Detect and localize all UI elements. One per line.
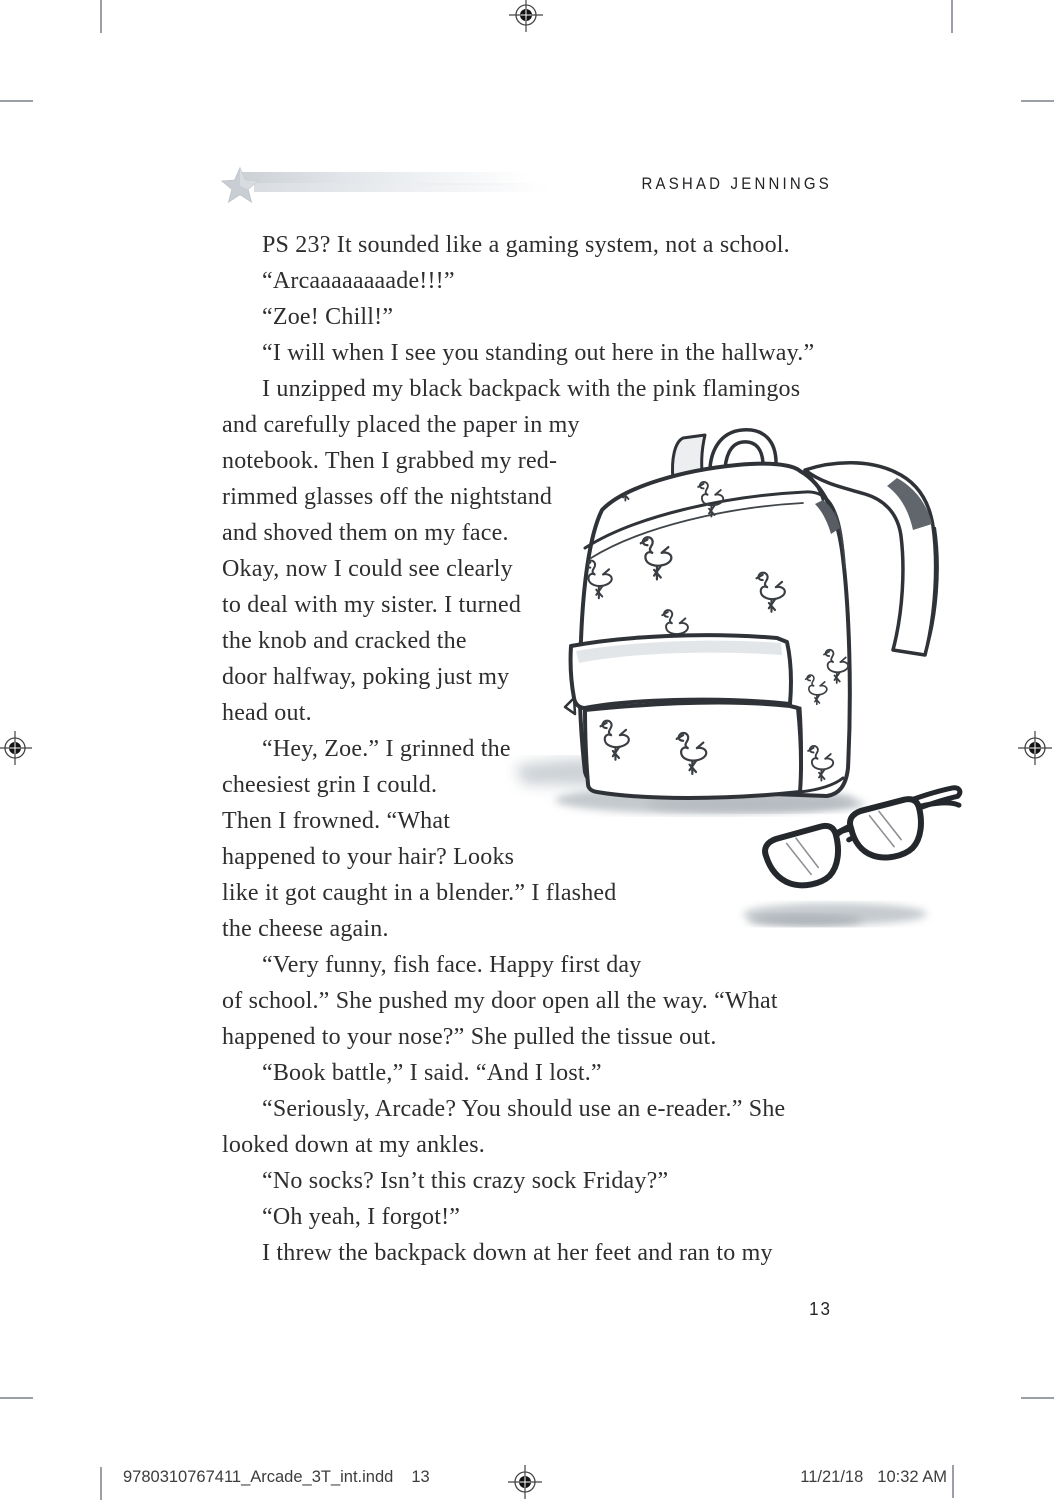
text-line: “Arcaaaaaaaade!!!” [262, 268, 455, 294]
registration-mark-left [0, 731, 32, 765]
crop-mark-bottom-left-h [0, 1397, 33, 1399]
text-line: like it got caught in a blender.” I flashed [222, 880, 617, 906]
text-line: of school.” She pushed my door open all the way. “What [222, 988, 778, 1014]
crop-mark-top-right-h [1021, 100, 1054, 102]
crop-mark-top-right-v [951, 0, 953, 33]
text-line: notebook. Then I grabbed my red- [222, 448, 558, 474]
text-line: I unzipped my black backpack with the pink flamingos [262, 376, 801, 402]
text-line: I threw the backpack down at her feet and ran to my [262, 1240, 773, 1266]
slug-datetime-block [800, 1468, 947, 1487]
page-number: 13 [809, 1299, 832, 1320]
slug-date: 11/21/18 [800, 1468, 864, 1486]
text-line: the cheese again. [222, 916, 389, 942]
glasses-left-lens [763, 824, 843, 890]
backpack-illustration [505, 408, 975, 953]
text-line: “No socks? Isn’t this crazy sock Friday?” [262, 1168, 669, 1194]
crop-mark-top-left-v [100, 0, 102, 33]
text-line: “Very funny, fish face. Happy first day [262, 952, 642, 978]
text-line: “Book battle,” I said. “And I lost.” [262, 1060, 602, 1086]
text-line: happened to your nose?” She pulled the tissue out. [222, 1024, 717, 1050]
text-line: and carefully placed the paper in my [222, 412, 580, 438]
text-line: door halfway, poking just my [222, 664, 510, 690]
glasses-shadow [743, 903, 927, 926]
running-head-author: RASHAD JENNINGS [641, 175, 832, 194]
text-line: happened to your hair? Looks [222, 844, 515, 870]
text-line: Then I frowned. “What [222, 808, 451, 834]
text-line: “Seriously, Arcade? You should use an e-reader.” She [262, 1096, 786, 1122]
glasses-temple-arm-2 [917, 800, 959, 811]
text-line: “Zoe! Chill!” [262, 304, 394, 330]
printer-slug [0, 1468, 1054, 1490]
crop-mark-bottom-right-h [1021, 1397, 1054, 1399]
glasses-right-lens [848, 798, 926, 862]
registration-mark-top [509, 0, 543, 32]
slug-page: 13 [411, 1468, 430, 1486]
crop-mark-top-left-h [0, 100, 33, 102]
text-line: head out. [222, 700, 312, 726]
text-line: cheesiest grin I could. [222, 772, 438, 798]
slug-filename-block [123, 1468, 430, 1487]
text-line: to deal with my sister. I turned [222, 592, 522, 618]
text-line: the knob and cracked the [222, 628, 467, 654]
text-line: “I will when I see you standing out here in the hallway.” [262, 340, 815, 366]
text-line: Okay, now I could see clearly [222, 556, 513, 582]
backpack-drawing [565, 430, 938, 798]
text-line: and shoved them on my face. [222, 520, 509, 546]
text-line: PS 23? It sounded like a gaming system, not a school. [262, 232, 790, 258]
text-line: rimmed glasses off the nightstand [222, 484, 553, 510]
slug-time: 10:32 AM [877, 1468, 947, 1486]
registration-mark-right [1018, 731, 1052, 765]
slug-filename: 9780310767411_Arcade_3T_int.indd [123, 1468, 394, 1486]
text-line: “Oh yeah, I forgot!” [262, 1204, 461, 1230]
text-line: “Hey, Zoe.” I grinned the [262, 736, 511, 762]
text-line: looked down at my ankles. [222, 1132, 485, 1158]
